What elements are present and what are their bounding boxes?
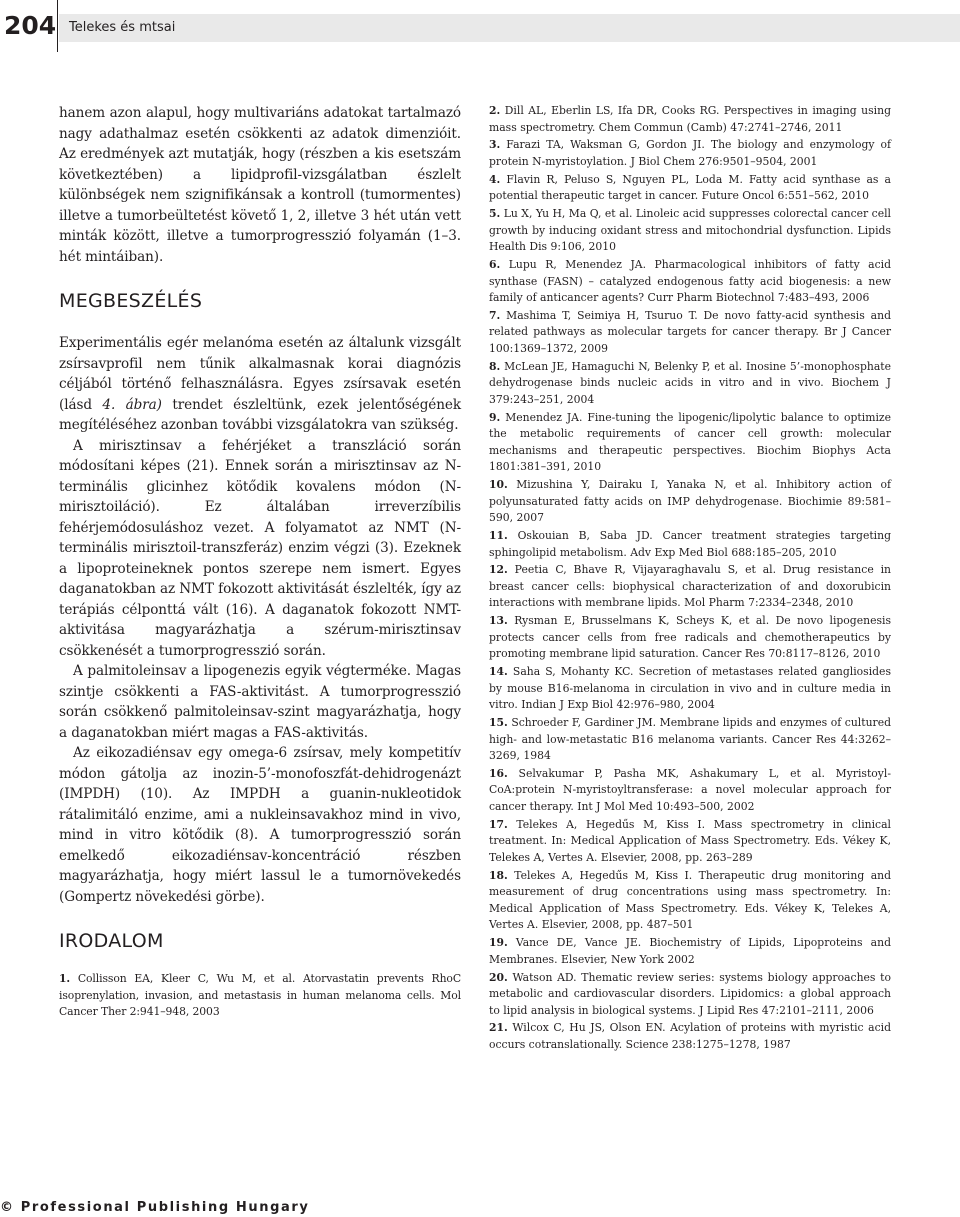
reference-text: Menendez JA. Fine-tuning the lipogenic/lipolytic balance to optimize the metabolic requirements of cancer cell growth: molecular mechanisms and therapeutic perspectives. Biochim Biophys Acta 1801:381–391, 2010 [489,410,891,474]
reference-text: Lupu R, Menendez JA. Pharmacological inhibitors of fatty acid synthase (FASN) – catalyzed endogenous fatty acid biogenesis: a new family of anticancer agents? Curr Pharm Biotechnol 7:483–493, 2006 [489,258,891,305]
reference-text: Saha S, Mohanty KC. Secretion of metastases related gangliosides by mouse B16-melanoma in circulation in vivo and in culture media in vitro. Indian J Exp Biol 42:976–980, 2004 [489,665,891,712]
reference-text: Oskouian B, Saba JD. Cancer treatment strategies targeting sphingolipid metabolism. Adv Exp Med Biol 688:185–205, 2010 [489,529,891,559]
reference-number: 3. [489,138,501,152]
reference-item [489,664,891,714]
text-segment: trendet észleltünk, ezek jelentőségének megítéléséhez azonban további vizsgálatokra van szükség. [59,396,461,433]
paragraph-discussion-3: A palmitoleinsav a lipogenezis egyik végterméke. Magas szintje csökkenti a FAS-aktivitást. A tumorprogresszió során csökkenő palmitoleinsav-szint magyarázhatja, hogy a daganatokban miért magas a FAS-aktivitás. [59,663,461,741]
paragraph-discussion-1 [59,333,461,436]
paragraph-discussion-4: Az eikozadiénsav egy omega-6 zsírsav, mely kompetitív módon gátolja az inozin-5’-monofoszfát-dehidrogenázt (IMPDH) (10). Az IMPDH a guanin-nukleotidok rátalimitáló enzime, ami a nukleinsavakhoz mind in vivo, mind in vitro kötődik (8). A tumorprogresszió során emelkedő eikozadiénsav-koncentráció részben magyarázhatja, hogy miért lassul le a tumornövekedés (Gompertz növekedési görbe). [59,745,461,905]
reference-number: 19. [489,936,508,950]
reference-text: Telekes A, Hegedűs M, Kiss I. Therapeutic drug monitoring and measurement of drug concentrations using mass spectrometry. In: Medical Application of Mass Spectrometry. Eds. Vékey K, Telekes A, Vertes A. Elsevier, 2008, pp. 487–501 [489,868,891,932]
reference-number: 8. [489,359,501,373]
reference-text: Lu X, Yu H, Ma Q, et al. Linoleic acid suppresses colorectal cancer cell growth by inducing oxidant stress and mitochondrial dysfunction. Lipids Health Dis 9:106, 2010 [489,207,891,254]
paragraph-continuation: hanem azon alapul, hogy multivariáns adatokat tartalmazó nagy adathalmaz esetén csökkenti az adatok dimenzióit. Az eredmények azt mutatják, hogy (részben a kis esetszám következtében) a lipidprofil-vizsgálatban észlelt különbségek nem szignifikánsak a kontroll (tumormentes) illetve a tumorbeültetést követő 1, 2, illetve 3 hét után vett minták között, illetve a tumorprogresszió folyamán (1–3. hét mintáiban). [59,105,461,265]
reference-text: Peetia C, Bhave R, Vijayaraghavalu S, et al. Drug resistance in breast cancer cells: biophysical characterization of and doxorubicin interactions with membrane lipids. Mol Pharm 7:2334–2348, 2010 [489,563,891,610]
page-number: 204 [0,0,58,52]
reference-item [489,359,891,409]
reference-item [489,562,891,612]
reference-number: 14. [489,665,508,679]
section-heading-discussion: MEGBESZÉLÉS [59,290,203,312]
reference-text: Wilcox C, Hu JS, Olson EN. Acylation of proteins with myristic acid occurs cotranslationally. Science 238:1275–1278, 1987 [489,1021,891,1051]
reference-item [489,410,891,476]
reference-text: Farazi TA, Waksman G, Gordon JI. The biology and enzymology of protein N-myristoylation. J Biol Chem 276:9501–9504, 2001 [489,138,891,168]
reference-item [489,613,891,663]
reference-text: Telekes A, Hegedűs M, Kiss I. Mass spectrometry in clinical treatment. In: Medical Application of Mass Spectrometry. Eds. Vékey K, Telekes A, Vertes A. Elsevier, 2008, pp. 263–289 [489,817,891,864]
page-header [0,0,960,52]
reference-item [489,766,891,816]
reference-number: 18. [489,868,508,882]
reference-number: 16. [489,766,508,780]
reference-number: 10. [489,478,508,492]
reference-item [489,935,891,968]
reference-number: 11. [489,529,508,543]
reference-number: 12. [489,563,508,577]
reference-number: 13. [489,614,508,628]
reference-text: Mizushina Y, Dairaku I, Yanaka N, et al. Inhibitory action of polyunsaturated fatty acids on IMP dehydrogenase. Biochimie 89:581–590, 2007 [489,478,891,525]
reference-text: Vance DE, Vance JE. Biochemistry of Lipids, Lipoproteins and Membranes. Elsevier, New York 2002 [489,936,891,966]
reference-item [489,528,891,561]
reference-text: Dill AL, Eberlin LS, Ifa DR, Cooks RG. Perspectives in imaging using mass spectrometry. Chem Commun (Camb) 47:2741–2746, 2011 [489,104,891,134]
reference-text: Mashima T, Seimiya H, Tsuruo T. De novo fatty-acid synthesis and related pathways as molecular targets for cancer therapy. Br J Cancer 100:1369–1372, 2009 [489,308,891,355]
reference-text: McLean JE, Hamaguchi N, Belenky P, et al. Inosine 5’-monophosphate dehydrogenase binds nucleic acids in vitro and in vivo. Biochem J 379:243–251, 2004 [489,359,891,406]
reference-number: 15. [489,716,508,730]
reference-item [489,1020,891,1053]
reference-item [489,817,891,867]
reference-number: 5. [489,207,501,221]
reference-text: Collisson EA, Kleer C, Wu M, et al. Atorvastatin prevents RhoC isoprenylation, invasion, and metastasis in human melanoma cells. Mol Cancer Ther 2:941–948, 2003 [59,972,461,1018]
reference-item [59,971,461,1021]
running-title: Telekes és mtsai [59,14,960,42]
reference-item [489,137,891,170]
figure-reference: 4. ábra) [102,396,162,413]
reference-item [489,715,891,765]
reference-number: 2. [489,104,501,117]
section-heading-references: IRODALOM [59,930,164,952]
paragraph-discussion-2: A mirisztinsav a fehérjéket a transzláció során módosítani képes (21). Ennek során a mirisztinsav az N-terminális glicinhez kötődik kovalens módon (N-mirisztoiláció). Ez általában irreverzíbilis fehérjemódosuláshoz vezet. A folyamatot az NMT (N-terminális mirisztoil-transzferáz) enzim végzi (3). Ezeknek a lipoproteineknek pontos szerepe nem ismert. Egyes daganatokban az NMT fokozott aktivitását észlelték, így az terápiás célponttá vált (16). A daganatok fokozott NMT-aktivitása magyarázhatja a szérum-mirisztinsav csökkenését a tumorprogresszió során. [59,437,461,659]
reference-number: 9. [489,410,501,424]
text-segment: Experimentális egér melanóma esetén az általunk vizsgált zsírsavprofil nem tűnik alkalmasnak korai diagnózis céljából történő felhasználásra. Egyes zsírsavak esetén (lásd [59,335,461,413]
reference-text: Selvakumar P, Pasha MK, Ashakumary L, et al. Myristoyl-CoA:protein N-myristoyltransferase: a novel molecular approach for cancer therapy. Int J Mol Med 10:493–500, 2002 [489,766,891,813]
reference-item [489,970,891,1020]
reference-text: Flavin R, Peluso S, Nguyen PL, Loda M. Fatty acid synthase as a potential therapeutic target in cancer. Future Oncol 6:551–562, 2010 [489,172,891,203]
reference-item [489,477,891,527]
left-column [59,103,461,1021]
reference-item [489,257,891,307]
reference-number: 20. [489,970,508,984]
reference-number: 21. [489,1021,508,1035]
reference-number: 17. [489,817,508,831]
copyright-footer: © Professional Publishing Hungary [0,1200,310,1215]
reference-text: Schroeder F, Gardiner JM. Membrane lipids and enzymes of cultured high- and low-metastatic B16 melanoma variants. Cancer Res 44:3262–3269, 1984 [489,716,891,763]
reference-number: 6. [489,258,501,272]
reference-item [489,868,891,934]
reference-number: 1. [59,972,71,985]
right-column [489,103,891,1055]
reference-number: 7. [489,308,501,322]
reference-text: Rysman E, Brusselmans K, Scheys K, et al. De novo lipogenesis protects cancer cells from free radicals and chemotherapeutics by promoting membrane lipid saturation. Cancer Res 70:8117–8126, 2010 [489,614,891,661]
reference-item [489,308,891,358]
reference-number: 4. [489,172,501,186]
reference-item [489,103,891,136]
reference-text: Watson AD. Thematic review series: systems biology approaches to metabolic and cardiovascular disorders. Lipidomics: a global approach to lipid analysis in biological systems. J Lipid Res 47:2101–2111, 2006 [489,970,891,1017]
reference-item [489,206,891,256]
reference-item [489,172,891,205]
